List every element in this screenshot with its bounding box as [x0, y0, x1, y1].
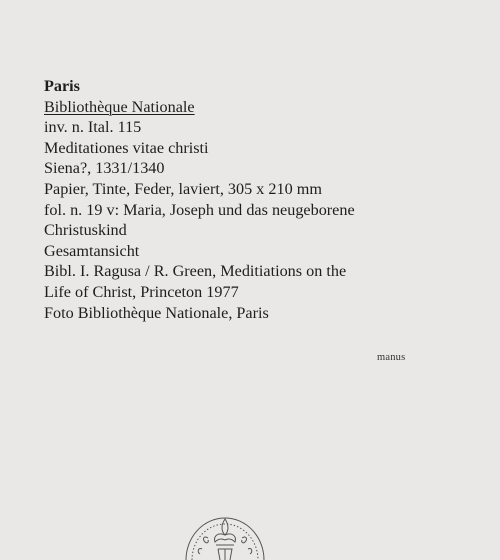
view-type: Gesamtansicht	[44, 241, 140, 260]
bibliography-1: Bibl. I. Ragusa / R. Green, Meditiations on the	[44, 262, 347, 281]
technique-dimensions: Papier, Tinte, Feder, laviert, 305 x 210 mm	[44, 179, 322, 198]
bibliography-2: Life of Christ, Princeton 1977	[44, 282, 239, 301]
fleur-seal-icon	[180, 505, 270, 560]
folio-description-1: fol. n. 19 v: Maria, Joseph und das neugeborene	[44, 200, 355, 219]
inventory-number: inv. n. Ital. 115	[44, 118, 142, 137]
manus-tag: manus	[377, 352, 406, 363]
photo-credit: Foto Bibliothèque Nationale, Paris	[44, 303, 269, 322]
origin-date: Siena?, 1331/1340	[44, 159, 165, 178]
institution-name: Bibliothèque Nationale	[44, 97, 195, 116]
work-title: Meditationes vitae christi	[44, 138, 209, 157]
folio-description-2: Christuskind	[44, 221, 127, 240]
city-heading: Paris	[44, 77, 80, 95]
catalog-card	[44, 76, 464, 323]
